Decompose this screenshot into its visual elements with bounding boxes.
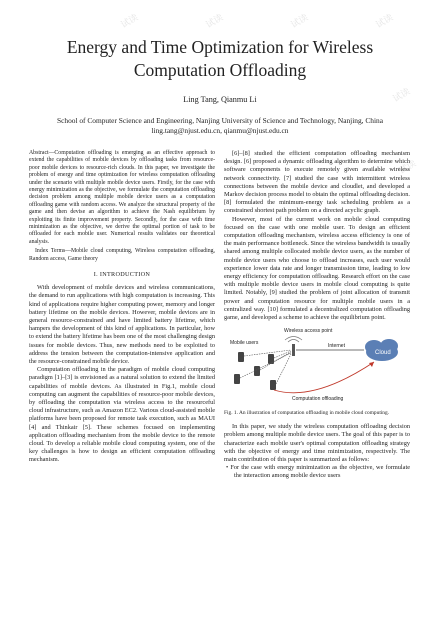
affiliation-emails: ling.tang@njust.edu.cn, qianmu@njust.edu.cn [151, 126, 289, 135]
abstract: Abstract—Computation offloading is emerging as an effective approach to extend the capabilities of mobile devices by offloading tasks from resource-poor mobile devices to resource-rich clouds. In this paper, we investigate the problem of energy and time optimization for wireless computation offloading under the scenario with multiple mobile device users. Firstly, for the case with energy minimization as the objective, we formulate the computation offloading decision problem among multiple mobile device users as a computation offloading game with random access. We analyze the structural property of the game and then devise an algorithm to achieve the Nash equilibrium by exploiting its finite improvement property. Secondly, for the case with time minimization as the objective, we derive the optimal portion of task to be offloaded for each mobile user. Numerical results validates our theoretical analysis. [29, 150, 215, 245]
paper-title [20, 36, 420, 82]
figure-1 [224, 326, 410, 408]
cloud-label: Cloud [375, 350, 391, 357]
watermark: 试读 [118, 12, 140, 30]
figure-caption: Fig. 1. An illustration of computation offloading in mobile cloud computing. [224, 410, 390, 417]
multi-user-paragraph: However, most of the current work on mobile cloud computing focused on the case with one mobile user. To design an efficient computation offloading mechanism, wireless access efficiency is one of the main performance bottleneck. Since the wireless bandwidth is usually shared among multiple collocated mobile device users, as the number of mobile device users who choose to offload increases, each user would experience lower data rate and longer transmission time, leading to low energy efficiency for computation offloading. Research effort on the case with multiple mobile device users in mobile cloud computing is quite limited. Notably, [9] studied the problem of joint allocation of transmit power and computation resource for multiple mobile users in a centralized way. [10] formulated a decentralized computation offloading game, and developed a scheme to achieve the equilibrium point. [224, 215, 410, 322]
title-line-2: Computation Offloading [133, 60, 307, 80]
watermark: 试读 [288, 12, 310, 30]
left-column [29, 150, 215, 465]
watermark: 试读 [396, 158, 418, 176]
internet-label: Internet [328, 343, 345, 350]
mobile-users-label: Mobile users [230, 340, 259, 347]
right-column [224, 150, 410, 481]
contribution-list-item: • For the case with energy minimization as the objective, we formulate the interaction among mobile device users [226, 464, 410, 480]
intro-paragraph-1: With development of mobile devices and wireless communications, the demand to run applications with high computation is increasing. This kind of applications require higher computing power, memory and longer battery lifetime on the mobile devices. However, mobile devices are in general resource-constrained and have limited battery lifetime, which hampers the development of this kind of applications. In particular, how to extend the battery lifetime has been one of the most challenging design issues for mobile devices. Thus, new methods need to be exploited to address the tension between the computation-intensive application and the resource-constrained mobile device. [29, 284, 215, 365]
watermark: 试读 [390, 86, 412, 104]
offloading-arrow [274, 362, 374, 393]
intro-paragraph-2: Computation offloading in the paradigm of mobile cloud computing paradigm [1]–[3] is envisioned as a natural solution to extend the limited capabilities of mobile devices. As illustrated in Fig.1, mobile cloud computing can augment the capabilities of resource-poor mobile devices, by offloading the computation via wireless access to the resourceful cloud infrastructure, such as Amazon EC2. Various cloud-assisted mobile platforms have been proposed for remote task execution, such as MAUI [4] and Thinkair [5]. These schemes focused on implementing application offloading mechanism from the mobile device to the remote cloud. To develop a reliable mobile cloud computing system, one of the key challenges is how to design an efficient computation offloading mechanism. [29, 366, 215, 464]
authors: Ling Tang, Qianmu Li [183, 95, 257, 104]
affiliation [20, 116, 420, 136]
title-line-1: Energy and Time Optimization for Wireless [66, 37, 374, 57]
wireless-links [240, 350, 291, 384]
related-work-paragraph: [6]–[8] studied the efficient computation offloading mechanism design. [6] proposed a dynamic offloading algorithm to determine which software components to execute remotely given available wireless network connectivity. [7] studied the case with intermittent wireless connections between the mobile device and cloudlet, and developed a Markov decision process model to obtain the optimal offloading decision. [8] formulated the minimum-energy task scheduling problem as a constrained shortest path problem on a directed acyclic graph. [224, 150, 410, 215]
access-point-label: Wireless access point [284, 328, 333, 335]
access-point-icon [285, 337, 302, 357]
contribution-paragraph: In this paper, we study the wireless computation offloading decision problem among multiple mobile device users. The goal of this paper is to characterize each mobile user's optimal computation offloading strategy with the objective of energy and time minimization, respectively. The main contribution of this paper is summarized as follows: [224, 423, 410, 464]
section-heading: I. INTRODUCTION [93, 271, 151, 279]
index-terms: Index Terms—Mobile cloud computing, Wireless computation offloading, Random access, Game theory [29, 248, 215, 262]
watermark: 试读 [203, 12, 225, 30]
affiliation-line-1: School of Computer Science and Engineering, Nanjing University of Science and Technology, Nanjing, China [56, 116, 384, 125]
phone-icon [234, 352, 276, 390]
offloading-label: Computation offloading [292, 396, 344, 403]
offloading-diagram [224, 326, 410, 408]
watermark: 试读 [373, 12, 395, 30]
